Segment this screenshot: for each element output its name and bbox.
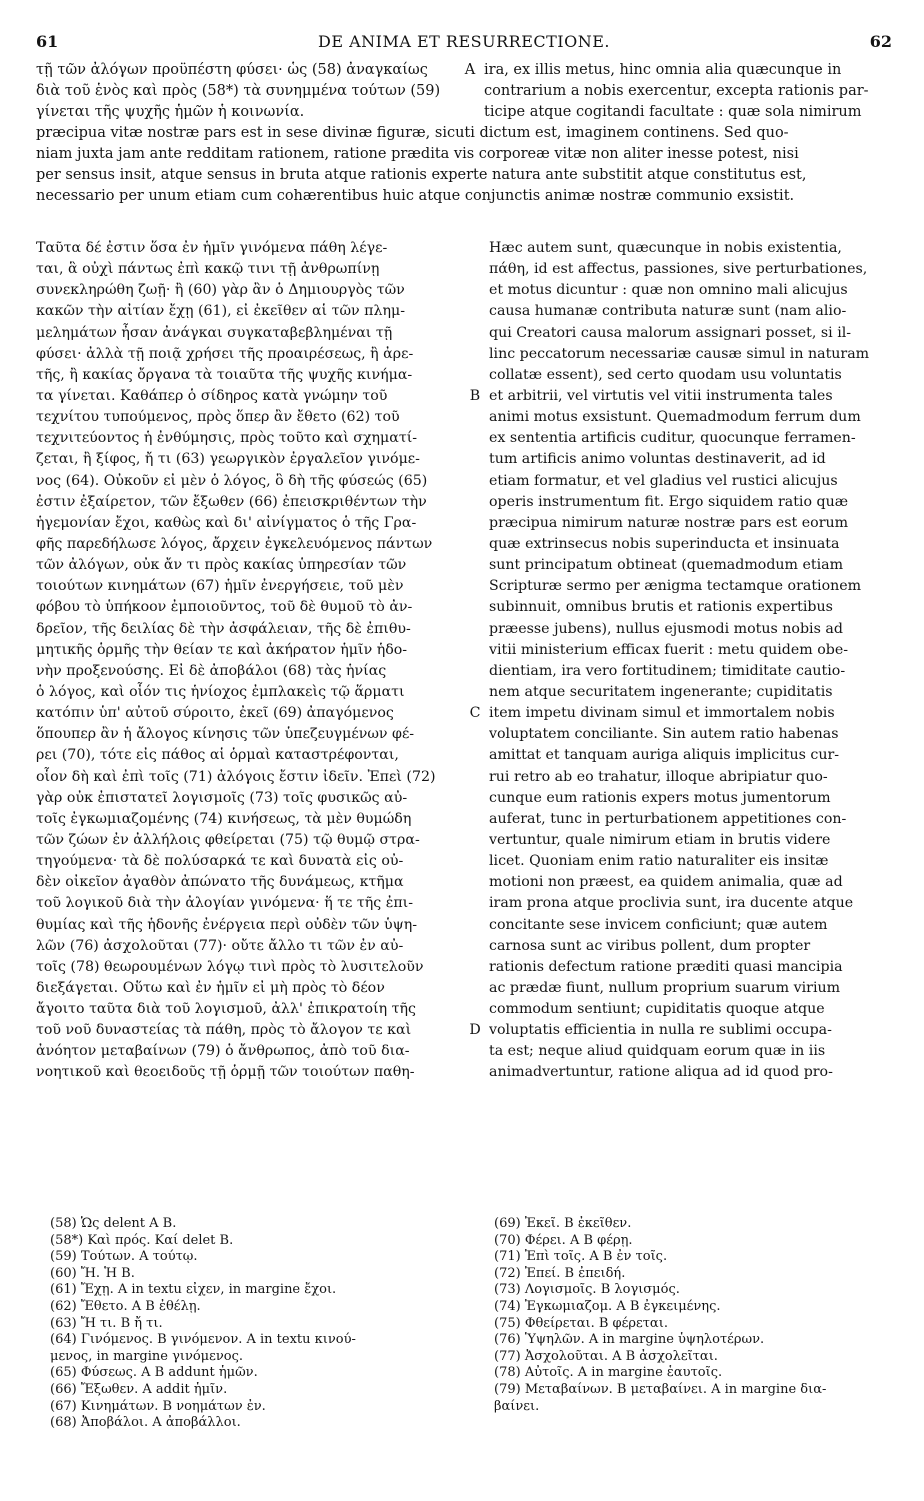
top-text-block <box>36 60 892 207</box>
section-marker <box>461 301 489 322</box>
greek-line: νὴν προξενούσης. Εἰ δὲ ἀποβάλοι (68) τὰς ἡνίας <box>36 662 387 679</box>
latin-line: operis instrumentum fit. Ergo siquidem ratio quæ <box>489 493 849 510</box>
latin-line: voluptatis efficientia in nulla re sublimi occupa- <box>489 1022 832 1039</box>
text-row <box>36 428 892 449</box>
latin-full-line: niam juxta jam ante redditam rationem, ratione prædita vis corporeæ vitæ non aliter inesse potest, nisi <box>36 146 799 162</box>
text-row <box>36 978 892 999</box>
text-row <box>36 809 892 830</box>
text-row <box>36 619 892 640</box>
latin-line: voluptatem conciliante. Sin autem ratio habenas <box>489 726 839 743</box>
text-row <box>36 872 892 893</box>
footnote: (58*) Καὶ πρός. Καί delet B. <box>50 1232 234 1248</box>
latin-line: quæ extrinsecus nobis superinducta et insinuata <box>489 535 840 552</box>
greek-line: ἀνόητον μεταβαίνων (79) ὁ ἄνθρωπος, ἀπὸ τοῦ δια- <box>36 1043 410 1060</box>
greek-line: τα γίνεται. Καθάπερ ὁ σίδηρος κατὰ γνώμην τοῦ <box>36 387 388 404</box>
latin-line: carnosa sunt ac viribus pollent, dum propter <box>489 937 811 954</box>
latin-full-line: per sensus insit, atque sensus in bruta atque rationis experte natura ante substitit atque constitutus est, <box>36 167 807 183</box>
footnote: (78) Αὐτοῖς. A in margine ἑαυτοῖς. <box>494 1365 723 1381</box>
latin-line: πάθη, id est affectus, passiones, sive perturbationes, <box>489 261 868 278</box>
section-marker <box>461 238 489 259</box>
section-marker <box>461 407 489 428</box>
section-marker <box>461 1041 489 1062</box>
latin-line: collatæ essent), sed certo quodam usu voluntatis <box>489 366 842 383</box>
section-marker <box>461 344 489 365</box>
greek-line: τῇ τῶν ἀλόγων προϋπέστη φύσει· ὡς (58) ἀναγκαίως <box>36 62 428 78</box>
greek-line: νος (64). Οὐκοῦν εἰ μὲν ὁ λόγος, ὃ δὴ τῆς φύσεώς (65) <box>36 472 428 489</box>
latin-line: vertuntur, quale nimirum etiam in brutis videre <box>489 831 831 848</box>
section-marker <box>461 280 489 301</box>
latin-line: tum artificis animo voluntas destinaverit, ad id <box>489 451 826 468</box>
section-marker <box>461 1062 489 1083</box>
greek-line: τοιούτων κινημάτων (67) ἡμῖν ἐνεργήσειε, τοῦ μὲν <box>36 578 404 595</box>
section-marker <box>461 978 489 999</box>
latin-line: præesse jubens), nullus ejusmodi motus nobis ad <box>489 620 843 637</box>
greek-line: τηγούμενα· τὰ δὲ πολύσαρκά τε καὶ δυνατὰ εἰς οὐ- <box>36 853 404 870</box>
section-marker <box>461 513 489 534</box>
text-row <box>36 534 892 555</box>
text-row <box>36 344 892 365</box>
footnote: (64) Γινόμενος. B γινόμενον. A in textu κινού- <box>50 1332 356 1348</box>
latin-line: rui retro ab eo trahatur, illoque abripiatur quo- <box>489 768 828 785</box>
top-row <box>36 102 892 123</box>
main-parallel-text <box>36 238 892 1084</box>
latin-line: dientiam, ira vero fortitudinem; timiditate cautio- <box>489 662 846 679</box>
text-row <box>36 999 892 1020</box>
text-row <box>36 597 892 618</box>
top-row <box>36 60 892 81</box>
text-row <box>36 576 892 597</box>
section-marker: D <box>469 1022 481 1039</box>
page-number-left: 61 <box>36 32 59 51</box>
section-marker <box>461 851 489 872</box>
greek-line: ρει (70), τότε εἰς πάθος αἱ ὁρμαὶ καταστρέφονται, <box>36 747 399 764</box>
section-marker <box>461 999 489 1020</box>
greek-line: ὁ λόγος, καὶ οἷόν τις ἡνίοχος ἐμπλακεὶς τῷ ἅρματι <box>36 683 405 700</box>
footnote: (74) Ἐγκωμιαζομ. A B ἐγκειμένης. <box>494 1298 721 1314</box>
greek-line: ἐστιν ἐξαίρετον, τῶν ἔξωθεν (66) ἐπεισκριθέντων τὴν <box>36 493 427 510</box>
section-marker <box>461 957 489 978</box>
text-row <box>36 830 892 851</box>
latin-line: item impetu divinam simul et immortalem nobis <box>489 705 835 722</box>
text-row <box>36 745 892 766</box>
section-marker <box>461 555 489 576</box>
latin-line: subinnuit, omnibus brutis et rationis expertibus <box>489 599 833 616</box>
footnote: (60) Ἤ. Ἡ B. <box>50 1265 135 1281</box>
footnote: (67) Κινημάτων. B νοημάτων ἐν. <box>50 1398 266 1414</box>
latin-line: Scripturæ sermo per ænigma tectamque orationem <box>489 578 862 595</box>
greek-line: φύσει· ἀλλὰ τῇ ποιᾷ χρήσει τῆς προαιρέσεως, ἢ ἀρε- <box>36 345 414 362</box>
section-marker <box>461 576 489 597</box>
greek-line: συνεκληρώθη ζωῇ· ἢ (60) γὰρ ἂν ὁ Δημιουργὸς τῶν <box>36 282 405 299</box>
section-marker <box>456 81 484 102</box>
top-row <box>36 81 892 102</box>
latin-line: etiam formatur, et vel gladius vel rustici alicujus <box>489 472 838 489</box>
section-marker <box>461 682 489 703</box>
section-marker <box>461 471 489 492</box>
section-marker <box>461 830 489 851</box>
footnote: (62) Ἔθετο. A B ἐθέλῃ. <box>50 1298 201 1314</box>
footnote: (71) Ἐπὶ τοῖς. A B ἐν τοῖς. <box>494 1249 668 1265</box>
section-marker <box>461 640 489 661</box>
section-marker <box>456 102 484 123</box>
greek-line: λῶν (76) ἀσχολοῦται (77)· οὔτε ἄλλο τι τῶν ἐν αὐ- <box>36 937 404 954</box>
latin-line: iram prona atque proclivia sunt, ira ducente atque <box>489 895 854 912</box>
greek-line: ἡγεμονίαν ἔχοι, καθὼς καὶ δι' αἰνίγματος ὁ τῆς Γρα- <box>36 514 417 531</box>
footnote: μενος, in margine γινόμενος. <box>50 1348 244 1364</box>
latin-line: causa humanæ contributa naturæ sunt (nam alio- <box>489 303 847 320</box>
section-marker <box>461 893 489 914</box>
greek-line: διεξάγεται. Οὕτω καὶ ἐν ἡμῖν εἰ μὴ πρὸς τὸ δέον <box>36 979 385 996</box>
text-row <box>36 936 892 957</box>
section-marker <box>461 745 489 766</box>
footnote: (63) Ἤ τι. B ἤ τι. <box>50 1315 163 1331</box>
section-marker <box>461 809 489 830</box>
footnote: (77) Ἀσχολοῦται. A B ἀσχολεῖται. <box>494 1348 718 1364</box>
greek-line: κατόπιν ὑπ' αὐτοῦ σύροιτο, ἐκεῖ (69) ἀπαγόμενος <box>36 705 394 722</box>
running-title: DE ANIMA ET RESURRECTIONE. <box>318 32 610 51</box>
section-marker <box>461 365 489 386</box>
greek-line: φῆς παρεδήλωσε λόγος, ἄρχειν ἐγκελευόμενος πάντων <box>36 535 433 552</box>
text-row <box>36 407 892 428</box>
section-marker: A <box>464 62 476 78</box>
text-row <box>36 703 892 724</box>
latin-line: amittat et tanquam auriga aliquis implicitus cur- <box>489 747 840 764</box>
greek-line: γὰρ οὐκ ἐπιστατεῖ λογισμοῖς (73) τοῖς φυσικῶς αὐ- <box>36 789 408 806</box>
latin-line: vitii ministerium efficax fuerit : metu quidem obe- <box>489 641 849 658</box>
greek-line: τεχνιτεύοντος ἡ ἐνθύμησις, πρὸς τοῦτο καὶ σχηματί- <box>36 430 418 447</box>
latin-line: et arbitrii, vel virtutis vel vitii instrumenta tales <box>489 387 833 404</box>
greek-line: δὲν οἰκεῖον ἀγαθὸν ἀπώνατο τῆς δυνάμεως, κτῆμα <box>36 874 404 891</box>
footnote: (72) Ἐπεί. B ἐπειδή. <box>494 1265 626 1281</box>
section-marker <box>461 428 489 449</box>
latin-line: et motus dicuntur : quæ non omnino mali alicujus <box>489 282 848 299</box>
greek-line: οἷον δὴ καὶ ἐπὶ τοῖς (71) ἀλόγοις ἔστιν ἰδεῖν. Ἐπεὶ (72) <box>36 768 436 785</box>
text-row <box>36 1041 892 1062</box>
text-row <box>36 323 892 344</box>
section-marker <box>461 323 489 344</box>
latin-line: animi motus exsistunt. Quemadmodum ferrum dum <box>489 409 861 426</box>
greek-line: μελημάτων ἦσαν ἀνάγκαι συγκαταβεβλημέναι τῇ <box>36 324 393 341</box>
section-marker <box>461 492 489 513</box>
latin-line: sunt principatum obtineat (quemadmodum etiam <box>489 557 844 574</box>
text-row <box>36 449 892 470</box>
greek-line: κακῶν τὴν αἰτίαν ἔχῃ (61), εἰ ἐκεῖθεν αἱ τῶν πλημ- <box>36 303 406 320</box>
text-row <box>36 661 892 682</box>
page-number-right: 62 <box>869 32 892 51</box>
greek-line: δρεῖον, τῆς δειλίας δὲ τὴν ἀσφάλειαν, τῆς δὲ ἐπιθυ- <box>36 620 411 637</box>
latin-line: motioni non præest, ea quidem animalia, quæ ad <box>489 874 843 891</box>
section-marker <box>461 534 489 555</box>
latin-line: licet. Quoniam enim ratio naturaliter eis insitæ <box>489 853 829 870</box>
footnotes-right-column <box>494 1216 894 1415</box>
footnote: (61) Ἔχῃ. A in textu εἶχεν, in margine ἔχοι. <box>50 1282 337 1298</box>
latin-line: nem atque securitatem ingenerante; cupiditatis <box>489 683 833 700</box>
latin-line: ac prædæ fiunt, nullum proprium suarum virium <box>489 979 841 996</box>
text-row <box>36 1062 892 1083</box>
footnote: (65) Φύσεως. A B addunt ἡμῶν. <box>50 1365 258 1381</box>
section-marker <box>461 936 489 957</box>
greek-line: ἄγοιτο ταῦτα διὰ τοῦ λογισμοῦ, ἀλλ' ἐπικρατοίη τῆς <box>36 1001 416 1018</box>
page-header <box>36 32 892 54</box>
latin-full-line: præcipua vitæ nostræ pars est in sese divinæ figuræ, sicuti dictum est, imaginem continens. Sed quo- <box>36 125 789 141</box>
greek-line: ὅπουπερ ἂν ἡ ἄλογος κίνησις τῶν ὑπεζευγμένων φέ- <box>36 726 415 743</box>
latin-line: linc peccatorum necessariæ causæ simul in naturam <box>489 345 870 362</box>
section-marker <box>461 661 489 682</box>
section-marker <box>461 259 489 280</box>
section-marker <box>461 724 489 745</box>
greek-line: τεχνίτου τυπούμενος, πρὸς ὅπερ ἂν ἔθετο (62) τοῦ <box>36 409 400 426</box>
footnote: (79) Μεταβαίνων. B μεταβαίνει. A in margine δια- <box>494 1381 827 1397</box>
text-row <box>36 555 892 576</box>
footnote: (69) Ἐκεῖ. B ἐκεῖθεν. <box>494 1216 632 1231</box>
footnote: (75) Φθείρεται. B φέρεται. <box>494 1315 668 1331</box>
latin-line: auferat, tunc in perturbationem appetitiones con- <box>489 810 847 827</box>
latin-line: contrarium a nobis exercentur, excepta rationis par- <box>484 83 869 99</box>
greek-line: μητικῆς ὁρμῆς τὴν θείαν τε καὶ ἀκήρατον ἡμῖν ἡδο- <box>36 641 408 658</box>
latin-line: ex sententia artificis cuditur, quocunque ferramen- <box>489 430 856 447</box>
text-row <box>36 365 892 386</box>
section-marker <box>461 619 489 640</box>
text-row <box>36 471 892 492</box>
greek-line: ται, ἃ οὐχὶ πάντως ἐπὶ κακῷ τινι τῇ ἀνθρωπίνῃ <box>36 261 380 278</box>
footnote: (58) Ὡς delent A B. <box>50 1216 177 1231</box>
greek-line: τοῦ λογικοῦ διὰ τὴν ἀλογίαν γινόμενα· ἥ τε τῆς ἐπι- <box>36 895 414 912</box>
footnote: (70) Φέρει. A B φέρῃ. <box>494 1232 633 1248</box>
latin-line: concitante sese invicem conficiunt; quæ autem <box>489 916 828 933</box>
greek-line: τῶν ζώων ἐν ἀλλήλοις φθείρεται (75) τῷ θυμῷ στρα- <box>36 831 420 848</box>
section-marker <box>461 597 489 618</box>
text-row <box>36 893 892 914</box>
latin-line: animadvertuntur, ratione aliqua ad id quod pro- <box>489 1064 833 1081</box>
text-row <box>36 640 892 661</box>
footnotes-left-column <box>50 1216 480 1432</box>
greek-line: τοῖς ἐγκωμιαζομένης (74) κινήσεως, τὰ μὲν θυμώδη <box>36 810 412 827</box>
text-row <box>36 1020 892 1041</box>
footnote: βαίνει. <box>494 1398 540 1414</box>
greek-line: νοητικοῦ καὶ θεοειδοῦς τῇ ὁρμῇ τῶν τοιούτων παθη- <box>36 1064 415 1081</box>
footnote: (68) Ἀποβάλοι. A ἀποβάλλοι. <box>50 1415 241 1431</box>
section-marker: C <box>469 705 481 722</box>
footnote: (76) Ὑψηλῶν. A in margine ὑψηλοτέρων. <box>494 1332 765 1348</box>
greek-line: τοῖς (78) θεωρουμένων λόγῳ τινὶ πρὸς τὸ λυσιτελοῦν <box>36 958 424 975</box>
latin-line: ira, ex illis metus, hinc omnia alia quæcunque in <box>484 62 842 78</box>
text-row <box>36 682 892 703</box>
greek-line: Ταῦτα δέ ἐστιν ὅσα ἐν ἡμῖν γινόμενα πάθη λέγε- <box>36 240 388 256</box>
footnote: (73) Λογισμοῖς. B λογισμός. <box>494 1282 680 1298</box>
text-row <box>36 957 892 978</box>
greek-line: ζεται, ἢ ξίφος, ἤ τι (63) γεωργικὸν ἐργαλεῖον γινόμε- <box>36 451 420 468</box>
section-marker <box>461 872 489 893</box>
text-row <box>36 238 892 259</box>
latin-line: ticipe atque cogitandi facultate : quæ sola nimirum <box>484 104 862 120</box>
text-row <box>36 915 892 936</box>
latin-line: ta est; neque aliud quidquam eorum quæ in iis <box>489 1043 826 1060</box>
greek-line: φόβου τὸ ὑπήκοον ἐμποιοῦντος, τοῦ δὲ θυμοῦ τὸ ἀν- <box>36 599 413 616</box>
text-row <box>36 280 892 301</box>
text-row <box>36 386 892 407</box>
text-row <box>36 492 892 513</box>
latin-line: Hæc autem sunt, quæcunque in nobis existentia, <box>489 240 842 256</box>
latin-line: præcipua nimirum naturæ nostræ pars est eorum <box>489 514 849 531</box>
latin-line: cunque eum rationis expers motus jumentorum <box>489 789 831 806</box>
latin-line: commodum sentiunt; cupiditatis quoque atque <box>489 1001 825 1018</box>
text-row <box>36 724 892 745</box>
text-row <box>36 788 892 809</box>
text-row <box>36 513 892 534</box>
greek-line: διὰ τοῦ ἑνὸς καὶ πρὸς (58*) τὰ συνημμένα τούτων (59) <box>36 83 441 99</box>
text-row <box>36 851 892 872</box>
latin-line: rationis defectum ratione præditi quasi mancipia <box>489 958 843 975</box>
greek-line: θυμίας καὶ τῆς ἡδονῆς ἐνέργεια περὶ οὐδὲν τῶν ὑψη- <box>36 916 418 933</box>
text-row <box>36 259 892 280</box>
latin-line: qui Creatori causa malorum assignari posset, si il- <box>489 324 852 341</box>
section-marker <box>461 449 489 470</box>
section-marker <box>461 915 489 936</box>
footnote: (66) Ἔξωθεν. A addit ἡμῖν. <box>50 1381 228 1397</box>
greek-line: τῆς, ἢ κακίας ὄργανα τὰ τοιαῦτα τῆς ψυχῆς κινήμα- <box>36 366 413 383</box>
section-marker <box>461 767 489 788</box>
greek-line: γίνεται τῆς ψυχῆς ἡμῶν ἡ κοινωνία. <box>36 104 305 120</box>
section-marker <box>461 788 489 809</box>
section-marker: B <box>469 387 481 404</box>
text-row <box>36 301 892 322</box>
greek-line: τοῦ νοῦ δυναστείας τὰ πάθη, πρὸς τὸ ἄλογον τε καὶ <box>36 1022 412 1039</box>
latin-full-line: necessario per unum etiam cum cohærentibus huic atque conjunctis animæ nostræ communio exsistit. <box>36 188 795 204</box>
text-row <box>36 767 892 788</box>
footnote: (59) Τούτων. A τούτῳ. <box>50 1249 198 1265</box>
greek-line: τῶν ἀλόγων, οὐκ ἄν τι πρὸς κακίας ὑπηρεσίαν τῶν <box>36 557 407 574</box>
